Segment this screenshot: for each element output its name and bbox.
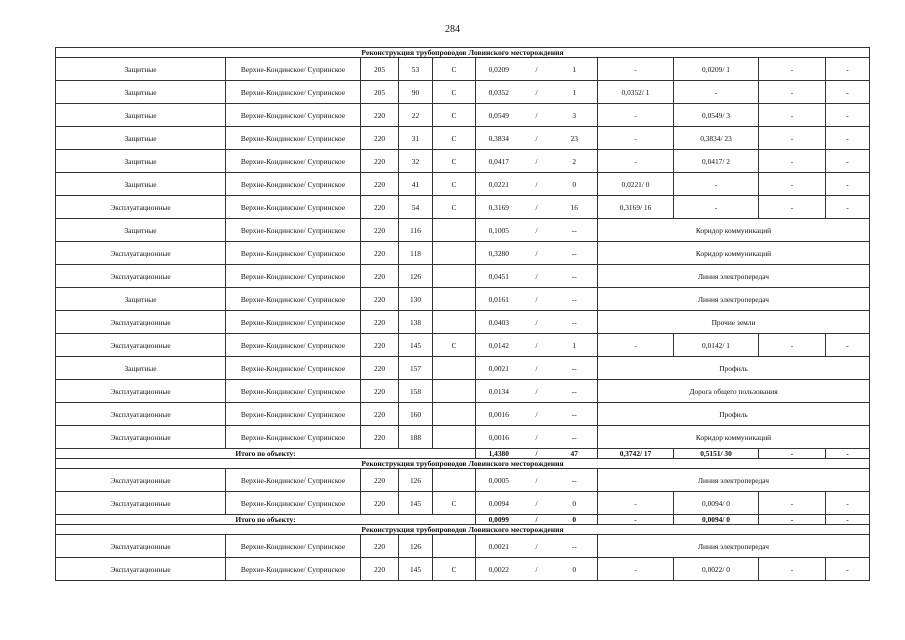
cell-allotment: 118 — [399, 242, 433, 265]
cell-col-2: 0,0142/ 1 — [674, 334, 759, 357]
cell-col-4: - — [826, 334, 870, 357]
cell-allotment: 32 — [399, 150, 433, 173]
cell-area: 0,0022 — [476, 558, 522, 581]
cell-slash: / — [522, 150, 552, 173]
cell-area: 0,0016 — [476, 403, 522, 426]
total-count: 47 — [552, 449, 598, 459]
table-row — [56, 58, 870, 81]
cell-col-2: 0,0209/ 1 — [674, 58, 759, 81]
cell-col-1: 0,0221/ 0 — [598, 173, 674, 196]
cell-col-1: - — [598, 334, 674, 357]
cell-forestry: Верхне-Кондинское/ Супринское — [226, 219, 361, 242]
cell-allotment: 145 — [399, 558, 433, 581]
cell-category — [433, 242, 476, 265]
total-label: Итого по объекту: — [56, 449, 476, 459]
table-row — [56, 357, 870, 380]
cell-quarter: 205 — [361, 81, 399, 104]
cell-quarter: 220 — [361, 426, 399, 449]
cell-category — [433, 380, 476, 403]
cell-allotment: 145 — [399, 492, 433, 515]
cell-count: -- — [552, 288, 598, 311]
cell-forestry: Верхне-Кондинское/ Супринское — [226, 81, 361, 104]
cell-category: С — [433, 104, 476, 127]
cell-land-use: Линия электропередач — [598, 535, 870, 558]
cell-area: 0,3834 — [476, 127, 522, 150]
cell-category: С — [433, 173, 476, 196]
cell-col-3: - — [759, 558, 826, 581]
cell-forestry: Верхне-Кондинское/ Супринское — [226, 150, 361, 173]
total-slash: / — [522, 515, 552, 525]
total-row — [56, 449, 870, 459]
cell-category — [433, 426, 476, 449]
section-title-row — [56, 525, 870, 535]
cell-allotment: 126 — [399, 469, 433, 492]
cell-category — [433, 469, 476, 492]
total-col-2: 0,5151/ 30 — [674, 449, 759, 459]
cell-quarter: 220 — [361, 219, 399, 242]
table-row — [56, 81, 870, 104]
cell-col-3: - — [759, 492, 826, 515]
cell-count: -- — [552, 242, 598, 265]
cell-quarter: 220 — [361, 334, 399, 357]
cell-land-use: Коридор коммуникаций — [598, 426, 870, 449]
table-row — [56, 288, 870, 311]
cell-forestry: Верхне-Кондинское/ Супринское — [226, 403, 361, 426]
cell-forestry: Верхне-Кондинское/ Супринское — [226, 288, 361, 311]
table-row — [56, 535, 870, 558]
cell-forestry: Верхне-Кондинское/ Супринское — [226, 492, 361, 515]
cell-forest-type: Эксплуатационные — [56, 196, 226, 219]
cell-area: 0,0549 — [476, 104, 522, 127]
cell-area: 0,0142 — [476, 334, 522, 357]
cell-forest-type: Эксплуатационные — [56, 469, 226, 492]
cell-col-3: - — [759, 127, 826, 150]
cell-col-3: - — [759, 104, 826, 127]
cell-count: -- — [552, 469, 598, 492]
cell-forest-type: Защитные — [56, 173, 226, 196]
cell-col-2: 0,0022/ 0 — [674, 558, 759, 581]
cell-col-2: 0,0417/ 2 — [674, 150, 759, 173]
cell-category: С — [433, 334, 476, 357]
cell-col-2: 0,0549/ 3 — [674, 104, 759, 127]
cell-forestry: Верхне-Кондинское/ Супринское — [226, 173, 361, 196]
cell-forest-type: Защитные — [56, 288, 226, 311]
table-row — [56, 426, 870, 449]
cell-land-use: Коридор коммуникаций — [598, 219, 870, 242]
cell-forestry: Верхне-Кондинское/ Супринское — [226, 426, 361, 449]
cell-count: -- — [552, 265, 598, 288]
total-col-4: - — [826, 449, 870, 459]
cell-slash: / — [522, 535, 552, 558]
cell-category: С — [433, 492, 476, 515]
cell-area: 0,0403 — [476, 311, 522, 334]
table-row — [56, 492, 870, 515]
cell-allotment: 22 — [399, 104, 433, 127]
cell-col-4: - — [826, 492, 870, 515]
cell-slash: / — [522, 127, 552, 150]
cell-category — [433, 357, 476, 380]
cell-forestry: Верхне-Кондинское/ Супринское — [226, 357, 361, 380]
cell-forestry: Верхне-Кондинское/ Супринское — [226, 380, 361, 403]
cell-forestry: Верхне-Кондинское/ Супринское — [226, 265, 361, 288]
cell-category: С — [433, 58, 476, 81]
cell-quarter: 220 — [361, 357, 399, 380]
cell-area: 0,0005 — [476, 469, 522, 492]
cell-allotment: 158 — [399, 380, 433, 403]
cell-col-3: - — [759, 58, 826, 81]
cell-quarter: 220 — [361, 288, 399, 311]
cell-allotment: 90 — [399, 81, 433, 104]
cell-allotment: 138 — [399, 311, 433, 334]
cell-allotment: 126 — [399, 265, 433, 288]
cell-area: 0,1005 — [476, 219, 522, 242]
table-row — [56, 219, 870, 242]
cell-allotment: 116 — [399, 219, 433, 242]
table-row — [56, 242, 870, 265]
cell-count: -- — [552, 380, 598, 403]
cell-col-2: - — [674, 81, 759, 104]
total-col-4: - — [826, 515, 870, 525]
cell-col-4: - — [826, 104, 870, 127]
cell-forest-type: Эксплуатационные — [56, 242, 226, 265]
cell-slash: / — [522, 426, 552, 449]
cell-quarter: 220 — [361, 173, 399, 196]
cell-quarter: 220 — [361, 104, 399, 127]
cell-allotment: 54 — [399, 196, 433, 219]
cell-col-4: - — [826, 196, 870, 219]
cell-col-1: - — [598, 150, 674, 173]
cell-forestry: Верхне-Кондинское/ Супринское — [226, 58, 361, 81]
cell-count: 16 — [552, 196, 598, 219]
section-title: Реконструкция трубопроводов Ловинского месторождения — [56, 459, 870, 469]
cell-slash: / — [522, 558, 552, 581]
cell-slash: / — [522, 334, 552, 357]
cell-land-use: Дорога общего пользования — [598, 380, 870, 403]
table-row — [56, 173, 870, 196]
cell-slash: / — [522, 492, 552, 515]
cell-slash: / — [522, 469, 552, 492]
cell-forest-type: Защитные — [56, 104, 226, 127]
table-row — [56, 196, 870, 219]
cell-land-use: Линия электропередач — [598, 265, 870, 288]
cell-forestry: Верхне-Кондинское/ Супринское — [226, 242, 361, 265]
cell-count: -- — [552, 219, 598, 242]
cell-col-1: 0,3169/ 16 — [598, 196, 674, 219]
table-row — [56, 150, 870, 173]
cell-count: -- — [552, 535, 598, 558]
cell-col-3: - — [759, 334, 826, 357]
cell-col-3: - — [759, 196, 826, 219]
cell-allotment: 188 — [399, 426, 433, 449]
cell-allotment: 145 — [399, 334, 433, 357]
cell-quarter: 220 — [361, 265, 399, 288]
cell-forestry: Верхне-Кондинское/ Супринское — [226, 535, 361, 558]
cell-forest-type: Защитные — [56, 357, 226, 380]
cell-count: 1 — [552, 81, 598, 104]
table-row — [56, 558, 870, 581]
cell-count: 0 — [552, 173, 598, 196]
cell-quarter: 220 — [361, 242, 399, 265]
cell-forestry: Верхне-Кондинское/ Супринское — [226, 196, 361, 219]
cell-category: С — [433, 81, 476, 104]
cell-category: С — [433, 196, 476, 219]
cell-allotment: 126 — [399, 535, 433, 558]
cell-slash: / — [522, 196, 552, 219]
total-col-2: 0,0094/ 0 — [674, 515, 759, 525]
cell-col-1: - — [598, 58, 674, 81]
cell-land-use: Линия электропередач — [598, 469, 870, 492]
cell-slash: / — [522, 311, 552, 334]
total-area: 1,4380 — [476, 449, 522, 459]
cell-area: 0,0134 — [476, 380, 522, 403]
forest-plot-table — [55, 47, 870, 581]
cell-forest-type: Эксплуатационные — [56, 535, 226, 558]
cell-col-4: - — [826, 558, 870, 581]
total-slash: / — [522, 449, 552, 459]
cell-allotment: 41 — [399, 173, 433, 196]
cell-allotment: 53 — [399, 58, 433, 81]
cell-quarter: 205 — [361, 58, 399, 81]
table-row — [56, 334, 870, 357]
cell-forest-type: Защитные — [56, 58, 226, 81]
cell-forestry: Верхне-Кондинское/ Супринское — [226, 469, 361, 492]
cell-forest-type: Защитные — [56, 150, 226, 173]
cell-count: 1 — [552, 334, 598, 357]
total-count: 0 — [552, 515, 598, 525]
cell-forestry: Верхне-Кондинское/ Супринское — [226, 311, 361, 334]
cell-area: 0,3169 — [476, 196, 522, 219]
cell-count: -- — [552, 311, 598, 334]
table-row — [56, 104, 870, 127]
cell-col-3: - — [759, 81, 826, 104]
cell-forestry: Верхне-Кондинское/ Супринское — [226, 104, 361, 127]
cell-quarter: 220 — [361, 535, 399, 558]
cell-category — [433, 403, 476, 426]
cell-count: 0 — [552, 492, 598, 515]
cell-forest-type: Эксплуатационные — [56, 426, 226, 449]
cell-category — [433, 311, 476, 334]
cell-category — [433, 535, 476, 558]
cell-count: 1 — [552, 58, 598, 81]
cell-area: 0,0451 — [476, 265, 522, 288]
cell-area: 0,0209 — [476, 58, 522, 81]
cell-forest-type: Эксплуатационные — [56, 380, 226, 403]
cell-land-use: Прочие земли — [598, 311, 870, 334]
cell-area: 0,0016 — [476, 426, 522, 449]
cell-allotment: 31 — [399, 127, 433, 150]
cell-quarter: 220 — [361, 492, 399, 515]
total-col-1: - — [598, 515, 674, 525]
cell-quarter: 220 — [361, 558, 399, 581]
cell-allotment: 157 — [399, 357, 433, 380]
table-row — [56, 469, 870, 492]
total-col-3: - — [759, 449, 826, 459]
cell-slash: / — [522, 81, 552, 104]
cell-count: -- — [552, 403, 598, 426]
cell-area: 0,0094 — [476, 492, 522, 515]
cell-col-2: - — [674, 173, 759, 196]
section-title-row — [56, 459, 870, 469]
cell-quarter: 220 — [361, 403, 399, 426]
cell-slash: / — [522, 403, 552, 426]
cell-col-4: - — [826, 81, 870, 104]
table-row — [56, 311, 870, 334]
cell-area: 0,0021 — [476, 357, 522, 380]
cell-col-1: 0,0352/ 1 — [598, 81, 674, 104]
cell-area: 0,0352 — [476, 81, 522, 104]
cell-count: -- — [552, 357, 598, 380]
cell-category: С — [433, 558, 476, 581]
cell-forest-type: Эксплуатационные — [56, 334, 226, 357]
cell-slash: / — [522, 380, 552, 403]
cell-slash: / — [522, 242, 552, 265]
page-number: 284 — [445, 24, 460, 35]
cell-slash: / — [522, 104, 552, 127]
section-title: Реконструкция трубопроводов Ловинского месторождения — [56, 525, 870, 535]
cell-col-1: - — [598, 104, 674, 127]
cell-category — [433, 219, 476, 242]
cell-land-use: Линия электропередач — [598, 288, 870, 311]
cell-col-3: - — [759, 150, 826, 173]
table-row — [56, 380, 870, 403]
cell-col-4: - — [826, 58, 870, 81]
cell-quarter: 220 — [361, 127, 399, 150]
cell-col-1: - — [598, 127, 674, 150]
cell-quarter: 220 — [361, 469, 399, 492]
cell-forest-type: Эксплуатационные — [56, 403, 226, 426]
cell-col-4: - — [826, 173, 870, 196]
cell-col-4: - — [826, 150, 870, 173]
cell-land-use: Профиль — [598, 403, 870, 426]
cell-forest-type: Эксплуатационные — [56, 311, 226, 334]
cell-category — [433, 265, 476, 288]
cell-forest-type: Защитные — [56, 219, 226, 242]
cell-count: 23 — [552, 127, 598, 150]
cell-area: 0,0021 — [476, 535, 522, 558]
cell-quarter: 220 — [361, 196, 399, 219]
cell-forest-type: Эксплуатационные — [56, 492, 226, 515]
cell-category — [433, 288, 476, 311]
cell-quarter: 220 — [361, 150, 399, 173]
section-title-row — [56, 48, 870, 58]
cell-area: 0,0221 — [476, 173, 522, 196]
cell-slash: / — [522, 173, 552, 196]
cell-forestry: Верхне-Кондинское/ Супринское — [226, 558, 361, 581]
cell-slash: / — [522, 219, 552, 242]
total-col-3: - — [759, 515, 826, 525]
cell-count: 3 — [552, 104, 598, 127]
cell-area: 0,0417 — [476, 150, 522, 173]
total-col-1: 0,3742/ 17 — [598, 449, 674, 459]
cell-category: С — [433, 150, 476, 173]
cell-count: 2 — [552, 150, 598, 173]
cell-area: 0,0161 — [476, 288, 522, 311]
cell-forest-type: Защитные — [56, 127, 226, 150]
cell-col-1: - — [598, 558, 674, 581]
cell-col-1: - — [598, 492, 674, 515]
cell-forestry: Верхне-Кондинское/ Супринское — [226, 334, 361, 357]
cell-count: -- — [552, 426, 598, 449]
cell-allotment: 130 — [399, 288, 433, 311]
cell-allotment: 160 — [399, 403, 433, 426]
table-row — [56, 403, 870, 426]
cell-col-2: 0,3834/ 23 — [674, 127, 759, 150]
cell-slash: / — [522, 357, 552, 380]
cell-col-2: 0,0094/ 0 — [674, 492, 759, 515]
cell-forestry: Верхне-Кондинское/ Супринское — [226, 127, 361, 150]
cell-col-4: - — [826, 127, 870, 150]
cell-category: С — [433, 127, 476, 150]
cell-land-use: Коридор коммуникаций — [598, 242, 870, 265]
cell-slash: / — [522, 265, 552, 288]
cell-quarter: 220 — [361, 311, 399, 334]
cell-land-use: Профиль — [598, 357, 870, 380]
cell-col-3: - — [759, 173, 826, 196]
cell-area: 0,3280 — [476, 242, 522, 265]
cell-count: 0 — [552, 558, 598, 581]
cell-slash: / — [522, 288, 552, 311]
total-row — [56, 515, 870, 525]
total-area: 0,0099 — [476, 515, 522, 525]
total-label: Итого по объекту: — [56, 515, 476, 525]
cell-forest-type: Эксплуатационные — [56, 265, 226, 288]
table-row — [56, 127, 870, 150]
cell-forest-type: Эксплуатационные — [56, 558, 226, 581]
cell-col-2: - — [674, 196, 759, 219]
cell-forest-type: Защитные — [56, 81, 226, 104]
cell-slash: / — [522, 58, 552, 81]
cell-quarter: 220 — [361, 380, 399, 403]
section-title: Реконструкция трубопроводов Ловинского месторождения — [56, 48, 870, 58]
table-row — [56, 265, 870, 288]
